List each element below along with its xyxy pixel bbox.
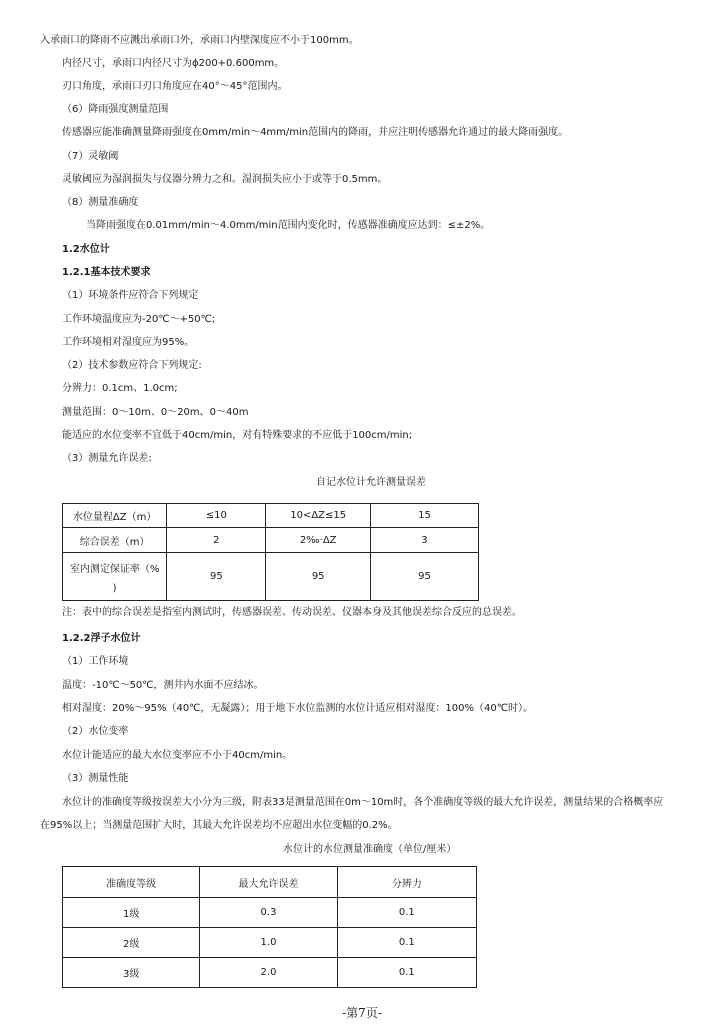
table-cell: 95 [167,553,266,601]
text-line: 分辨力：0.1cm、1.0cm; [62,383,178,394]
section-heading: （3）测量性能 [62,773,129,784]
section-heading: （1）工作环境 [62,656,129,667]
table-cell: 2.0 [200,958,337,988]
table-caption: 水位计的水位测量准确度（单位/厘米） [283,844,457,855]
table-header-cell: 水位量程ΔZ（m） [63,504,167,528]
table-cell: 综合误差（m） [63,528,167,553]
table-cell: 3级 [63,958,200,988]
table-cell: 0.3 [200,898,337,928]
table-header-cell: 最大允许误差 [200,867,337,898]
section-heading: （7）灵敏阈 [62,151,119,162]
table-header-cell: 分辨力 [337,867,476,898]
table-header-cell: 15 [370,504,478,528]
section-heading: （6）降雨强度测量范围 [62,104,169,115]
section-heading: （2）技术参数应符合下列规定: [62,360,202,371]
table-cell-line: ) [112,582,117,594]
section-heading: （3）测量允许误差: [62,453,152,464]
table-header-cell: 准确度等级 [63,867,200,898]
table-cell: 95 [370,553,478,601]
table-header-cell: 10<ΔZ≤15 [266,504,371,528]
chapter-heading: 1.2水位计 [62,244,110,255]
text-line: 水位计的准确度等级按误差大小分为三级，附表33是测量范围在0m～10m时，各个准确度等级的最大允许误差，测量结果的合格概率应 [62,797,664,808]
table-cell-line: 室内测定保证率（% [69,563,160,575]
section-heading: （1）环境条件应符合下列规定 [62,290,199,301]
table-cell: 0.1 [337,928,476,958]
page-number: -第7页- [342,1006,382,1020]
water-level-accuracy-table [62,866,477,988]
text-line: 水位计能适应的最大水位变率应不小于40cm/min。 [62,750,293,761]
water-level-error-table [62,503,479,601]
text-line: 测量范围：0～10m、0～20m、0～40m [62,407,249,418]
table-caption: 自记水位计允许测量误差 [316,477,426,488]
table-header-cell: ≤10 [167,504,266,528]
text-line: 工作环境温度应为-20℃～+50℃; [62,314,216,325]
section-heading: （8）测量准确度 [62,197,139,208]
table-cell: 1级 [63,898,200,928]
table-note: 注：表中的综合误差是指室内测试时，传感器误差、传动误差、仪器本身及其他误差综合反应的总误差。 [62,607,522,618]
section-heading: （2）水位变率 [62,726,129,737]
text-line: 在95%以上；当测量范围扩大时，其最大允许误差均不应超出水位变幅的0.2%。 [40,820,398,831]
text-line: 温度：-10℃～50℃，测井内水面不应结冰。 [62,680,264,691]
table-cell: 95 [266,553,371,601]
table-cell: 2‰·ΔZ [266,528,371,553]
table-cell: 0.1 [337,898,476,928]
text-line: 传感器应能准确测量降雨强度在0mm/min～4mm/min范围内的降雨，并应注明传感器允许通过的最大降雨强度。 [62,127,569,138]
text-line: 相对湿度：20%～95%（40℃，无凝露）；用于地下水位监测的水位计适应相对湿度：100%（40℃时）。 [62,703,533,714]
text-line: 入承雨口的降雨不应溅出承雨口外，承雨口内壁深度应不小于100mm。 [40,35,359,46]
text-line: 灵敏阈应为湿润损失与仪器分辨力之和。湿润损失应小于或等于0.5mm。 [62,174,388,185]
table-cell: 1.0 [200,928,337,958]
table-cell: 2级 [63,928,200,958]
chapter-subheading: 1.2.1基本技术要求 [62,267,151,278]
chapter-subheading: 1.2.2浮子水位计 [62,633,141,644]
text-line: 当降雨强度在0.01mm/min～4.0mm/min范围内变化时，传感器准确度应达到：≤±2%。 [86,220,491,231]
text-line: 能适应的水位变率不宜低于40cm/min，对有特殊要求的不应低于100cm/min; [62,430,413,441]
table-cell: 2 [167,528,266,553]
text-line: 内径尺寸，承雨口内径尺寸为ϕ200+0.600mm。 [62,58,285,69]
text-line: 刃口角度，承雨口刃口角度应在40°～45°范围内。 [62,81,288,92]
table-cell: 3 [370,528,478,553]
text-line: 工作环境相对湿度应为95%。 [62,337,195,348]
table-cell [63,553,167,601]
table-cell: 0.1 [337,958,476,988]
